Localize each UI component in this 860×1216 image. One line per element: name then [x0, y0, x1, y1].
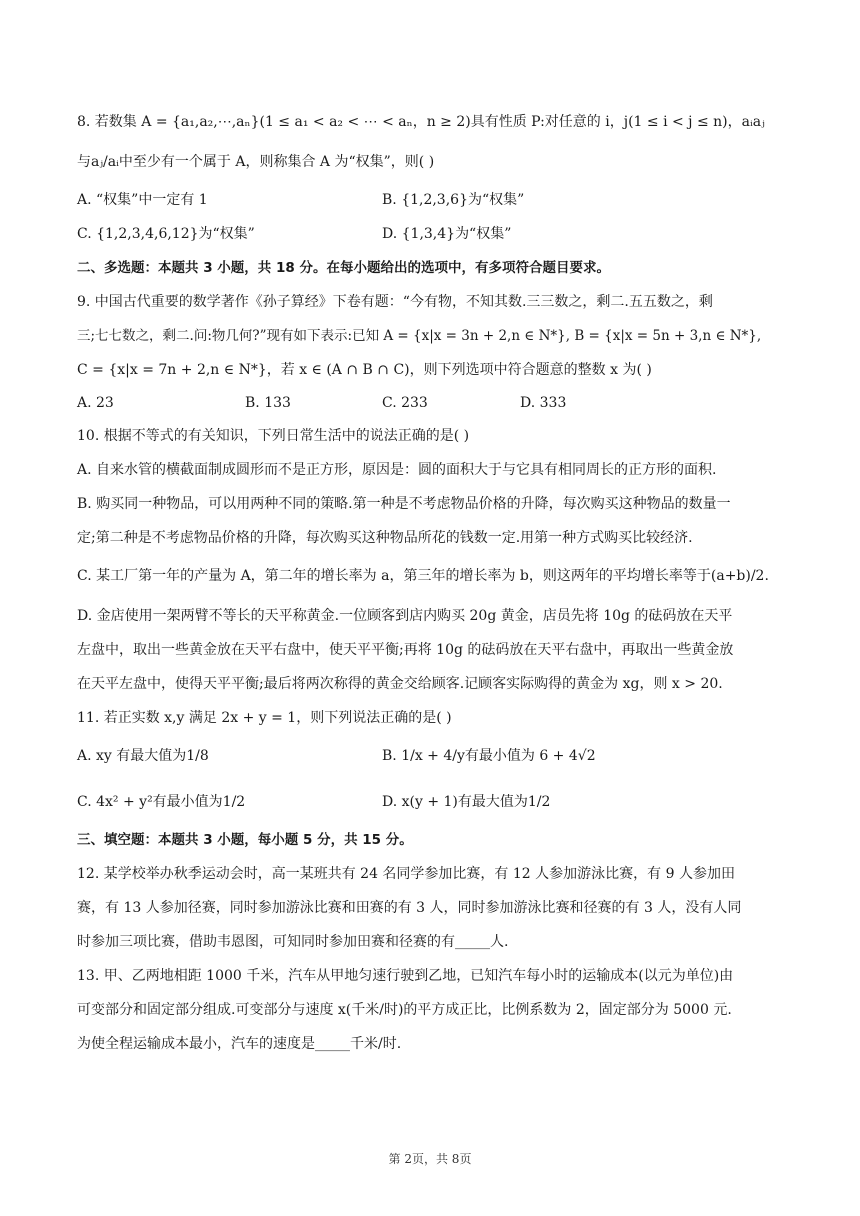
q12-line-1: 12. 某学校举办秋季运动会时，高一某班共有 24 名同学参加比赛，有 12 人参加游泳比赛，有 9 人参加田 [77, 866, 735, 882]
q8-option-c: C. {1,2,3,4,6,12}为“权集” [77, 226, 255, 242]
q9-option-b: B. 133 [245, 395, 291, 411]
q10-option-a: A. 自来水管的横截面制成圆形而不是正方形，原因是：圆的面积大于与它具有相同周长的正方形的面积. [77, 462, 717, 478]
q11-option-c: C. 4x² + y²有最小值为1/2 [77, 794, 246, 810]
q10-option-d-line-1: D. 金店使用一架两臂不等长的天平称黄金.一位顾客到店内购买 20g 黄金，店员先将 10g 的砝码放在天平 [77, 608, 733, 624]
q13-line-2: 可变部分和固定部分组成.可变部分与速度 x(千米/时)的平方成正比，比例系数为 2，固定部分为 5000 元. [77, 1002, 732, 1018]
q11-option-d: D. x(y + 1)有最大值为1/2 [382, 794, 551, 810]
q10-line-1: 10. 根据不等式的有关知识，下列日常生活中的说法正确的是( ) [77, 428, 470, 444]
q12-line-2: 赛，有 13 人参加径赛，同时参加游泳比赛和田赛的有 3 人，同时参加游泳比赛和径赛的有 3 人，没有人同 [77, 900, 742, 916]
q10-option-c: C. 某工厂第一年的产量为 A，第二年的增长率为 a，第三年的增长率为 b，则这两年的平均增长率等于(a+b)/2. [77, 568, 769, 584]
q10-option-b-line-1: B. 购买同一种物品，可以用两种不同的策略.第一种是不考虑物品价格的升降，每次购买这种物品的数量一 [77, 496, 731, 512]
q9-line-2: 三;七七数之，剩二.问:物几何?”现有如下表示:已知 A = {x|x = 3n + 2,n ∈ N*}, B = {x|x = 5n + 3,n ∈ N*}, [77, 328, 762, 344]
q9-line-3: C = {x|x = 7n + 2,n ∈ N*}，若 x ∈ (A ∩ B ∩ C)，则下列选项中符合题意的整数 x 为( ) [77, 362, 652, 378]
q8-line-2: 与aⱼ/aᵢ中至少有一个属于 A，则称集合 A 为“权集”，则( ) [77, 154, 435, 170]
q10-option-b-line-2: 定;第二种是不考虑物品价格的升降，每次购买这种物品所花的钱数一定.用第一种方式购买比较经济. [77, 530, 693, 546]
q8-line-1: 8. 若数集 A = {a₁,a₂,⋯,aₙ}(1 ≤ a₁ < a₂ < ⋯ < aₙ，n ≥ 2)具有性质 P:对任意的 i，j(1 ≤ i < j ≤ n)，aᵢaⱼ [77, 114, 765, 130]
q8-option-d: D. {1,3,4}为“权集” [382, 226, 512, 242]
q9-option-a: A. 23 [77, 395, 114, 411]
q11-option-b: B. 1/x + 4/y有最小值为 6 + 4√2 [382, 748, 596, 764]
q9-option-c: C. 233 [382, 395, 428, 411]
q10-option-d-line-2: 左盘中，取出一些黄金放在天平右盘中，使天平平衡;再将 10g 的砝码放在天平右盘中，再取出一些黄金放 [77, 642, 734, 658]
q8-option-b: B. {1,2,3,6}为“权集” [382, 192, 525, 208]
q9-option-d: D. 333 [520, 395, 567, 411]
q13-line-3: 为使全程运输成本最小，汽车的速度是_____千米/时. [77, 1036, 402, 1052]
q11-line-1: 11. 若正实数 x,y 满足 2x + y = 1，则下列说法正确的是( ) [77, 710, 452, 726]
q9-line-1: 9. 中国古代重要的数学著作《孙子算经》下卷有题：“今有物，不知其数.三三数之，剩二.五五数之，剩 [77, 294, 713, 310]
page-footer: 第 2页，共 8页 [388, 1152, 472, 1166]
section-2-heading: 二、多选题：本题共 3 小题，共 18 分。在每小题给出的选项中，有多项符合题目要求。 [77, 260, 610, 276]
q13-line-1: 13. 甲、乙两地相距 1000 千米，汽车从甲地匀速行驶到乙地，已知汽车每小时的运输成本(以元为单位)由 [77, 968, 734, 984]
q12-line-3: 时参加三项比赛，借助韦恩图，可知同时参加田赛和径赛的有_____人. [77, 934, 509, 950]
q11-option-a: A. xy 有最大值为1/8 [77, 748, 209, 764]
section-3-heading: 三、填空题：本题共 3 小题，每小题 5 分，共 15 分。 [77, 832, 413, 848]
q8-option-a: A. “权集”中一定有 1 [77, 192, 208, 208]
q10-option-d-line-3: 在天平左盘中，使得天平平衡;最后将两次称得的黄金交给顾客.记顾客实际购得的黄金为 xg，则 x > 20. [77, 676, 723, 692]
